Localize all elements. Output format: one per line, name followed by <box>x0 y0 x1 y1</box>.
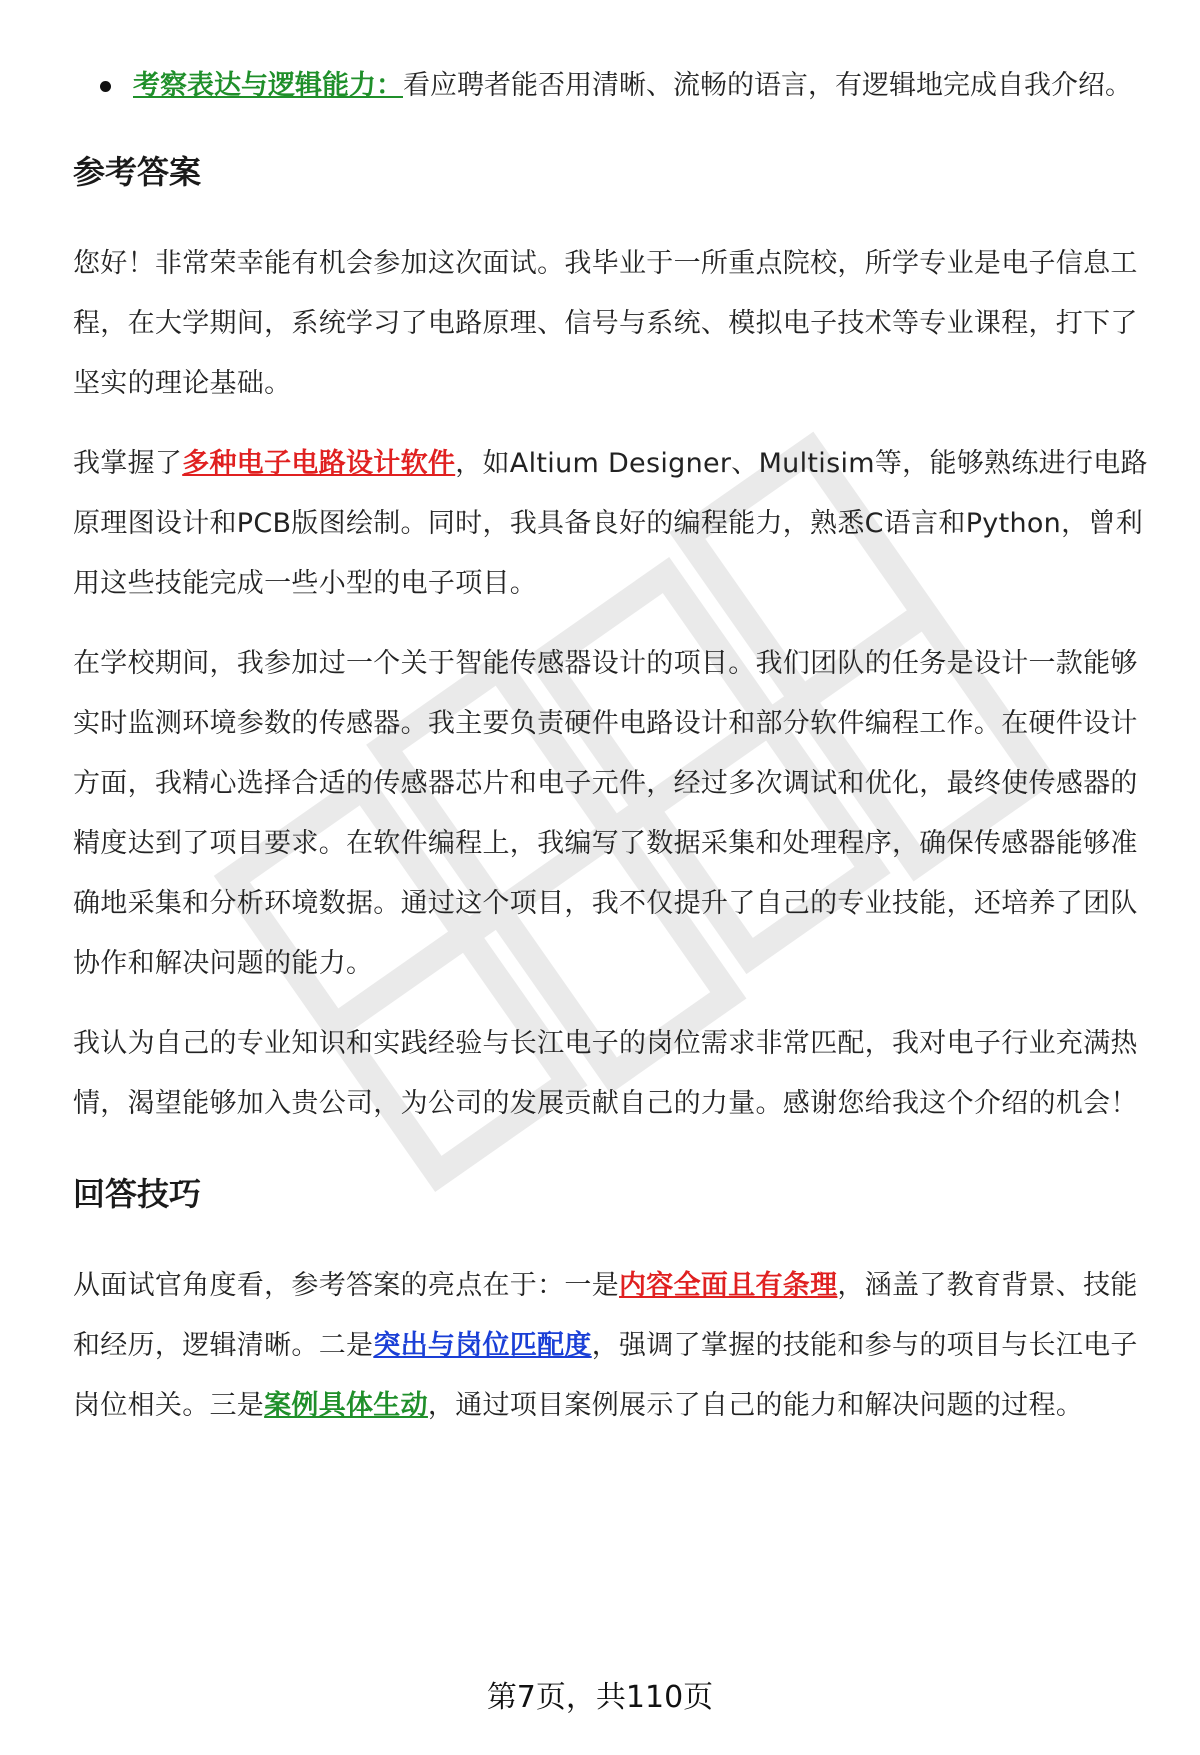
answer-paragraph-3: 在学校期间，我参加过一个关于智能传感器设计的项目。我们团队的任务是设计一款能够实时监测环境参数的传感器。我主要负责硬件电路设计和部分软件编程工作。在硬件设计方面，我精心选择合适的传感器芯片和电子元件，经过多次调试和优化，最终使传感器的精度达到了项目要求。在软件编程上，我编写了数据采集和处理程序，确保传感器能够准确地采集和分析环境数据。通过这个项目，我不仅提升了自己的专业技能，还培养了团队协作和解决问题的能力。 <box>73 648 1138 979</box>
tips-highlight-2: 突出与岗位匹配度 <box>373 1330 592 1361</box>
tips-highlight-1: 内容全面且有条理 <box>619 1270 838 1301</box>
tips-text-4: ，通过项目案例展示了自己的能力和解决问题的过程。 <box>427 1390 1084 1421</box>
tips-text-1: 从面试官角度看，参考答案的亮点在于：一是 <box>73 1270 619 1301</box>
bullet-item <box>73 56 1148 116</box>
bullet-dot-icon <box>100 81 111 92</box>
tips-text-3: ，强调了掌握的技能和参与的项目与长江电子岗位相关。三是 <box>73 1330 1138 1421</box>
page-number-footer: 第7页，共110页 <box>486 1680 714 1715</box>
tips-text-2: ，涵盖了教育背景、技能和经历，逻辑清晰。二是 <box>73 1270 1138 1361</box>
answer-paragraph-1: 您好！非常荣幸能有机会参加这次面试。我毕业于一所重点院校，所学专业是电子信息工程，在大学期间，系统学习了电路原理、信号与系统、模拟电子技术等专业课程，打下了坚实的理论基础。 <box>73 248 1138 399</box>
section-title-reference-answer: 参考答案 <box>73 153 202 191</box>
bullet-body: 看应聘者能否用清晰、流畅的语言，有逻辑地完成自我介绍。 <box>403 70 1132 101</box>
bullet-text <box>133 56 1148 116</box>
p2-highlight: 多种电子电路设计软件 <box>182 448 456 479</box>
bullet-highlight: 考察表达与逻辑能力： <box>133 70 403 101</box>
section-title-answer-tips: 回答技巧 <box>73 1175 202 1213</box>
answer-paragraph-4: 我认为自己的专业知识和实践经验与长江电子的岗位需求非常匹配，我对电子行业充满热情，渴望能够加入贵公司，为公司的发展贡献自己的力量。感谢您给我这个介绍的机会！ <box>73 1028 1138 1119</box>
document-content <box>73 56 1148 1436</box>
tips-highlight-3: 案例具体生动 <box>264 1390 428 1421</box>
p2-pre: 我掌握了 <box>73 448 183 479</box>
answer-paragraph-2 <box>73 434 1148 614</box>
tips-paragraph <box>73 1256 1148 1436</box>
p2-post: ，如Altium Designer、Multisim等，能够熟练进行电路原理图设计和PCB版图绘制。同时，我具备良好的编程能力，熟悉C语言和Python，曾利用这些技能完成一些小型的电子项目。 <box>73 448 1148 599</box>
